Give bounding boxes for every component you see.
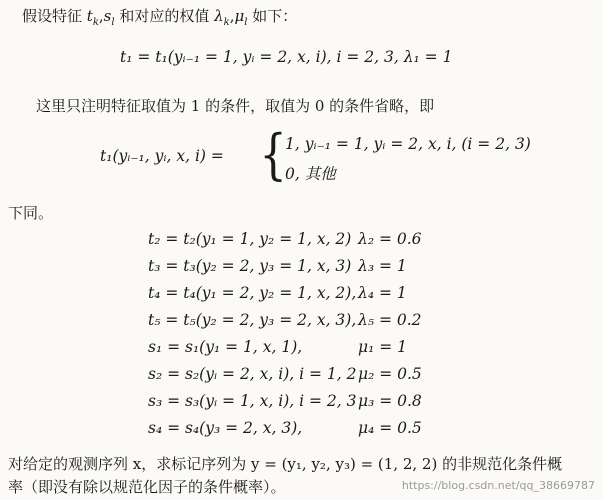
intro-suffix: 如下：: [247, 7, 298, 25]
feature-equation: s₂ = s₂(yᵢ = 2, x, i), i = 1, 2: [148, 365, 357, 383]
intro-comma-2: ,: [229, 7, 235, 25]
feature-row: [0, 311, 603, 333]
note-line: 这里只注明特征取值为 1 的条件，取值为 0 的条件省略，即: [36, 97, 435, 115]
feature-row: [0, 392, 603, 414]
feature-equation: s₃ = s₃(yᵢ = 1, x, i), i = 2, 3: [148, 392, 357, 410]
feature-weight: λ₂ = 0.6: [358, 230, 422, 248]
feature-weight: μ₁ = 1: [358, 338, 407, 356]
feature-equation: s₄ = s₄(y₃ = 2, x, 3),: [148, 419, 303, 437]
watermark: https://blog.csdn.net/qq_38669787: [401, 479, 595, 492]
feature-row: [0, 284, 603, 306]
intro-sym-t: t: [86, 7, 93, 25]
feature-weight: μ₂ = 0.5: [358, 365, 422, 383]
piecewise-case-1: 1, yᵢ₋₁ = 1, yᵢ = 2, x, i, (i = 2, 3): [285, 135, 531, 153]
intro-prefix: 假设特征: [22, 7, 87, 25]
curly-brace-icon: {: [259, 123, 287, 186]
bleed-through-text: [305, 6, 595, 46]
feature-weight: λ₃ = 1: [358, 257, 407, 275]
feature-weight: μ₃ = 0.8: [358, 392, 422, 410]
feature-weight: λ₄ = 1: [358, 284, 407, 302]
feature-list: [0, 230, 603, 450]
same-below-label: 下同。: [8, 204, 54, 222]
intro-sub-l: l: [111, 17, 115, 28]
intro-sub-k-2: k: [223, 17, 230, 28]
closing-line-1: 对给定的观测序列 x，求标记序列为 y = (y₁, y₂, y₃) = (1, 2, 2) 的非规范化条件概: [8, 455, 563, 473]
intro-comma-1: ,: [98, 7, 104, 25]
feature-weight: λ₅ = 0.2: [358, 311, 422, 329]
feature-equation: t₄ = t₄(y₁ = 2, y₂ = 1, x, 2),: [148, 284, 357, 302]
intro-mid: 和对应的权值: [119, 7, 215, 25]
intro-sym-lambda: λ: [214, 7, 224, 25]
intro-sub-l-2: l: [244, 17, 248, 28]
feature-equation: t₅ = t₅(y₂ = 2, y₃ = 2, x, 3),: [148, 311, 357, 329]
intro-sym-s: s: [103, 7, 112, 25]
intro-sub-k: k: [92, 17, 99, 28]
feature-equation: s₁ = s₁(y₁ = 1, x, 1),: [148, 338, 303, 356]
piecewise-lhs: t₁(yᵢ₋₁, yᵢ, x, i) =: [100, 147, 224, 165]
feature-equation: t₃ = t₃(y₂ = 2, y₃ = 1, x, 3): [148, 257, 352, 275]
feature-row: [0, 419, 603, 441]
equation-t1: t₁ = t₁(yᵢ₋₁ = 1, yᵢ = 2, x, i), i = 2, 3, λ₁ = 1: [120, 48, 453, 66]
feature-row: [0, 230, 603, 252]
feature-row: [0, 338, 603, 360]
feature-row: [0, 257, 603, 279]
feature-equation: t₂ = t₂(y₁ = 1, y₂ = 1, x, 2): [148, 230, 352, 248]
closing-line-2: 率（即没有除以规范化因子的条件概率）。: [8, 478, 286, 496]
feature-row: [0, 365, 603, 387]
feature-weight: μ₄ = 0.5: [358, 419, 422, 437]
piecewise-definition: [0, 123, 603, 188]
intro-line: [22, 6, 297, 33]
intro-sym-mu: μ: [234, 7, 245, 25]
piecewise-case-2: 0, 其他: [285, 165, 336, 183]
